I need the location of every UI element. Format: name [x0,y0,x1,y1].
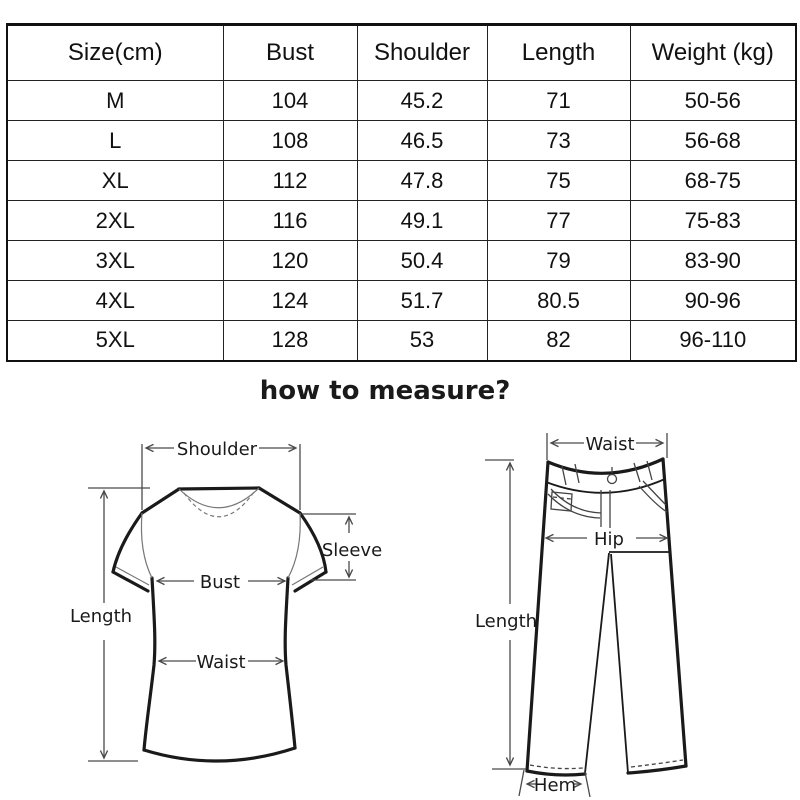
pants-right-outer-seam [663,459,686,766]
pants-outline-icon [527,459,686,775]
table-cell: 56-68 [630,121,796,161]
tshirt-left-side [144,578,155,750]
table-cell: 83-90 [630,241,796,281]
tshirt-hem [144,748,295,761]
pants-button-icon [608,475,617,484]
table-cell: 124 [223,281,357,321]
tshirt-left-sleeve-edge [113,513,142,572]
pants-waistband-top [548,459,663,473]
table-cell: 82 [487,321,630,361]
col-header-size: Size(cm) [7,25,223,81]
table-cell: 45.2 [357,81,487,121]
pants-fly-stitch [601,490,610,528]
table-cell: 50.4 [357,241,487,281]
table-cell: 46.5 [357,121,487,161]
table-cell: 68-75 [630,161,796,201]
table-cell: 47.8 [357,161,487,201]
table-row [7,321,796,361]
table-cell: 128 [223,321,357,361]
table-cell: 50-56 [630,81,796,121]
pants-hem-left-tick [519,770,524,796]
table-cell: 53 [357,321,487,361]
tshirt-sleeve-label: Sleeve [321,540,383,561]
tshirt-shoulder-label: Shoulder [176,439,258,460]
pants-right-hem-edge [628,766,686,773]
table-cell: 96-110 [630,321,796,361]
tshirt-right-armhole-seam [288,513,300,578]
table-row [7,281,796,321]
tshirt-collar-stitch-curve [184,492,254,517]
table-cell: 49.1 [357,201,487,241]
tshirt-waist-label: Waist [196,652,246,673]
table-cell: 108 [223,121,357,161]
table-cell: 116 [223,201,357,241]
pants-length-label: Length [474,611,538,632]
tshirt-collar-outer-curve [179,488,259,508]
tshirt-outline-icon [113,488,326,761]
table-row [7,201,796,241]
tshirt-left-armhole-seam [141,513,152,578]
table-cell: 2XL [7,201,223,241]
table-cell: XL [7,161,223,201]
pants-left-inner-seam [585,553,609,773]
table-cell: 5XL [7,321,223,361]
table-row [7,161,796,201]
tshirt-length-label: Length [69,606,133,627]
table-cell: 120 [223,241,357,281]
table-cell: 75 [487,161,630,201]
measure-diagram [0,400,800,800]
table-cell: 3XL [7,241,223,281]
size-table [6,23,797,362]
tshirt-right-side [285,578,295,748]
table-cell: 80.5 [487,281,630,321]
pants-left-hem-stitch [530,765,583,769]
table-cell: 79 [487,241,630,281]
table-row [7,121,796,161]
tshirt-back-collar-line [179,488,259,489]
table-row [7,241,796,281]
table-row [7,81,796,121]
pants-right-hem-stitch [631,760,683,767]
table-cell: L [7,121,223,161]
tshirt-right-shoulder-seam [259,488,300,513]
tshirt-left-shoulder-seam [142,489,179,513]
col-header-length: Length [487,25,630,81]
table-cell: 73 [487,121,630,161]
col-header-bust: Bust [223,25,357,81]
col-header-weight: Weight (kg) [630,25,796,81]
table-cell: 4XL [7,281,223,321]
pants-waist-label: Waist [585,434,635,455]
table-cell: 71 [487,81,630,121]
pants-right-pocket-curve [639,486,667,512]
table-cell: 51.7 [357,281,487,321]
table-header-row [7,25,796,81]
table-cell: 112 [223,161,357,201]
pants-hip-label: Hip [594,529,624,550]
table-cell: 75-83 [630,201,796,241]
pants-hem-label: Hem [533,775,577,796]
section-title: how to measure? [259,376,511,406]
table-cell: 77 [487,201,630,241]
table-cell: 90-96 [630,281,796,321]
tshirt-bust-label: Bust [199,572,241,593]
table-cell: M [7,81,223,121]
pants-hem-right-tick [585,772,590,797]
col-header-shoulder: Shoulder [357,25,487,81]
tshirt-measure-lines [88,444,356,761]
pants-right-inner-seam [611,554,628,773]
pants-coin-pocket [551,492,572,511]
table-cell: 104 [223,81,357,121]
